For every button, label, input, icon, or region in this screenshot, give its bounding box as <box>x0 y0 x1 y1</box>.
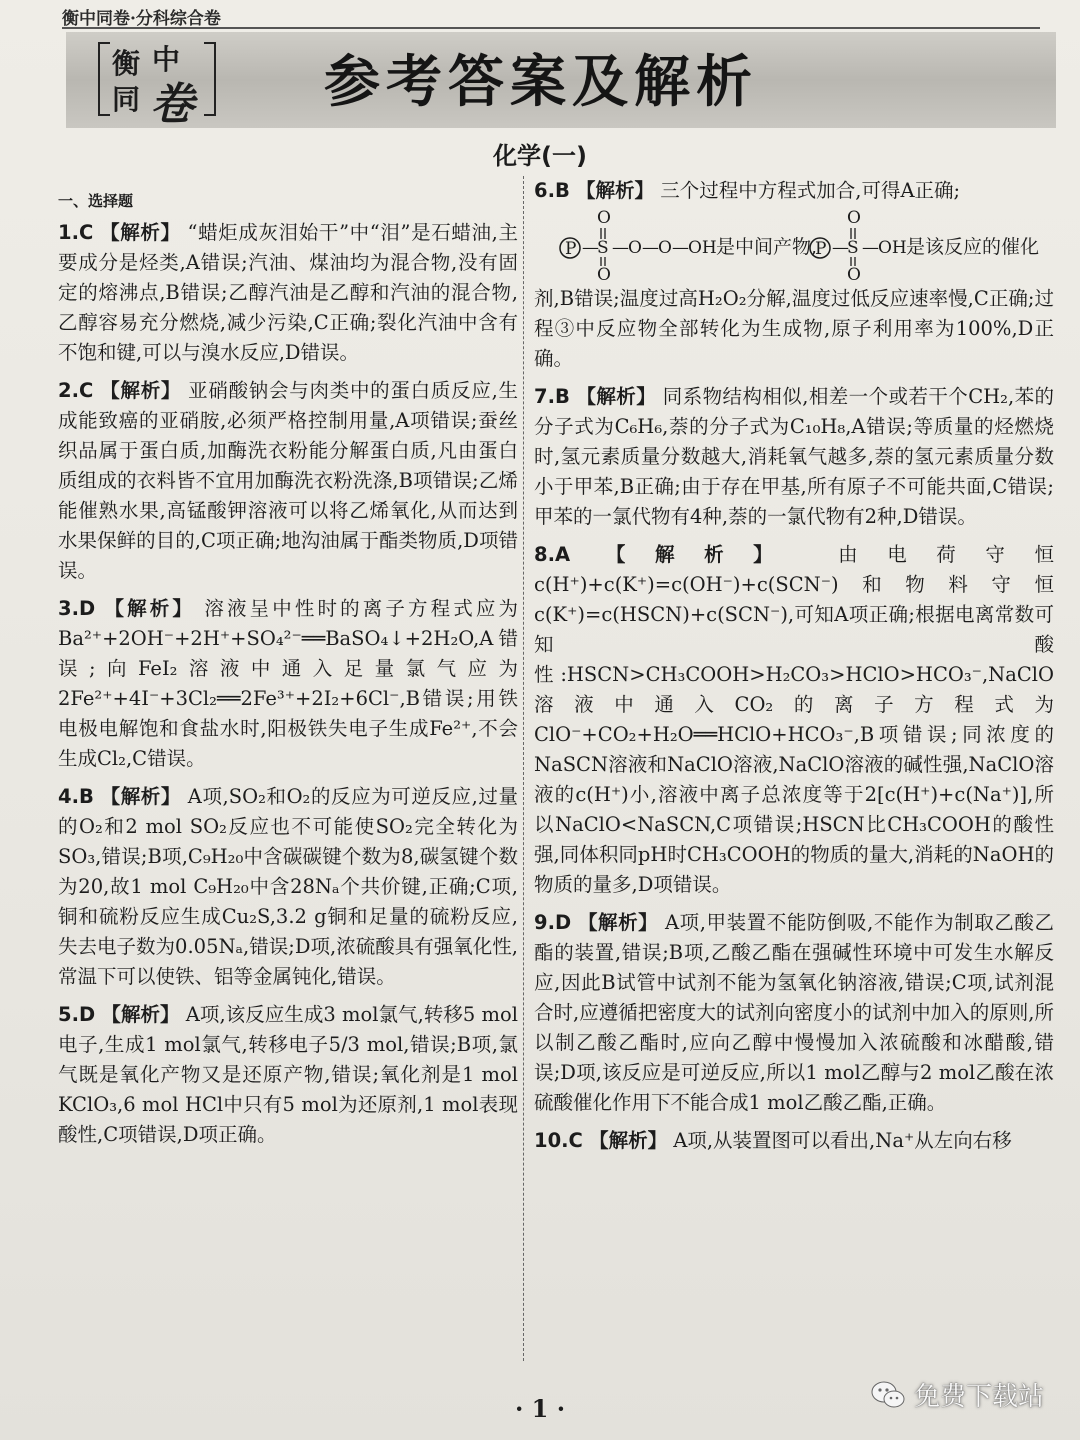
formula-label-dash: — <box>642 238 659 258</box>
answer-8 <box>534 540 1054 900</box>
column-divider <box>523 176 524 1361</box>
subject-title: 化学(一) <box>493 142 587 170</box>
formula-label-o-top: O <box>597 208 611 228</box>
formula-label-o: O <box>628 238 642 258</box>
formula-label-oh: OH <box>878 238 907 258</box>
answer-text: 亚硝酸钠会与肉类中的蛋白质反应,生成能致癌的亚硝胺,必须严格控制用量,A项错误;蚕丝织品属于蛋白质,加酶洗衣粉能分解蛋白质,凡由蛋白质组成的衣料皆不宜用加酶洗衣粉洗涤,B项错误;乙烯能催熟水果,高锰酸钾溶液可以将乙烯氧化,从而达到水果保鲜的目的,C项正确;地沟油属于酯类物质,D项错误。 <box>58 379 519 582</box>
analysis-tag: 【解析】 <box>577 911 659 934</box>
brand-logo <box>98 40 216 130</box>
logo-bracket-right <box>204 42 216 116</box>
wechat-icon <box>870 1380 906 1410</box>
answer-text: A项,甲装置不能防倒吸,不能作为制取乙酸乙酯的装置,错误;B项,乙酸乙酯在强碱性环境中可发生水解反应,因此B试管中试剂不能为氢氧化钠溶液,错误;C项,试剂混合时,应遵循把密度大的试剂向密度小的试剂中加入的原则,所以制乙酸乙酯时,应向乙醇中慢慢加入浓硫酸和冰醋酸,错误;D项,该反应是可逆反应,所以1 mol乙醇与2 mol乙酸在浓硫酸催化作用下不能合成1 mol乙酸乙酯,正确。 <box>534 911 1054 1114</box>
formula-label-dash: — <box>832 238 849 258</box>
logo-char-2: 中 <box>152 43 181 76</box>
formula-label-dash: — <box>582 238 599 258</box>
answer-7 <box>534 382 1054 532</box>
running-head: 衡中同卷·分科综合卷 <box>62 9 221 29</box>
formula-label-s: S <box>847 238 859 258</box>
formula-label-dash: — <box>862 238 879 258</box>
answer-text: 剂,B错误;温度过高H₂O₂分解,温度过低反应速率慢,C正确;过程③中反应物全部转化为生成物,原子利用率为100%,D正确。 <box>534 287 1054 370</box>
logo-char-1: 衡 <box>112 47 141 80</box>
answer-text: 同系物结构相似,相差一个或若干个CH₂,苯的分子式为C₆H₆,萘的分子式为C₁₀H₈,A错误;等质量的烃燃烧时,氢元素质量分数越大,消耗氧气越多,萘的氢元素质量分数小于甲苯,B正确;由于存在甲基,所有原子不可能共面,C错误;甲苯的一氯代物有4种,萘的一氯代物有2种,D错误。 <box>534 385 1054 528</box>
page-number: · 1 · <box>514 1394 566 1423</box>
section-title: 一、选择题 <box>58 192 134 210</box>
answer-text: A项,SO₂和O₂的反应为可逆反应,过量的O₂和2 mol SO₂反应也不可能使SO₂完全转化为SO₃,错误;B项,C₉H₂₀中含碳碳键个数为8,碳氢键个数为20,故1 mol C₉H₂₀中含28Nₐ个共价键,正确;C项,铜和硫粉反应生成Cu₂S,3.2 g铜和足量的硫粉反应,失去电子数为0.05Nₐ,错误;D项,浓硫酸具有强氧化性,常温下可以使铁、铝等金属钝化,错误。 <box>58 785 518 988</box>
answer-number: 6.B <box>534 179 570 202</box>
watermark-text: 免费下载站 <box>913 1382 1044 1412</box>
analysis-tag: 【解析】 <box>100 785 181 808</box>
answer-5 <box>58 1000 518 1150</box>
formula-label-oh: OH <box>688 238 717 258</box>
answer-number: 3.D <box>58 597 96 620</box>
answer-2 <box>58 376 518 586</box>
analysis-tag: 【解析】 <box>101 1003 180 1026</box>
formula-label-dash: — <box>612 238 629 258</box>
answer-number: 8.A <box>534 543 571 566</box>
answer-text: 由电荷守恒c(H⁺)+c(K⁺)=c(OH⁻)+c(SCN⁻)和物料守恒c(K⁺)=c(HSCN)+c(SCN⁻),可知A项正确;根据电离常数可知酸性:HSCN>CH₃COOH>H₂CO₃>HClO>HCO₃⁻,NaClO溶液中通入CO₂的离子方程式为ClO⁻+CO₂+H₂O══HClO+HCO₃⁻,B项错误;同浓度的NaSCN溶液和NaClO溶液,NaClO溶液的碱性强,NaClO溶液的c(H⁺)小,溶液中离子总浓度等于2[c(H⁺)+c(Na⁺)],所以NaClO<NaSCN,C项错误;HSCN比CH₃COOH的酸性强,同体积同pH时CH₃COOH的物质的量大,消耗的NaOH的物质的量多,D项错误。 <box>534 543 1055 896</box>
analysis-tag: 【解析】 <box>104 597 196 620</box>
formula-label-s: S <box>597 238 609 258</box>
watermark <box>870 1376 1044 1413</box>
right-column <box>534 176 1054 1164</box>
analysis-tag: 【解析】 <box>100 379 182 402</box>
logo-char-3: 同 <box>112 83 141 116</box>
answer-3 <box>58 594 518 774</box>
formula-caption-2: 是该反应的催化 <box>906 236 1040 258</box>
left-column <box>58 176 518 1158</box>
answer-number: 5.D <box>58 1003 96 1026</box>
answer-6 <box>534 176 1054 374</box>
answer-9 <box>534 908 1054 1118</box>
answer-number: 4.B <box>58 785 94 808</box>
banner-title: 参考答案及解析 <box>324 50 758 115</box>
formula-label-o-bottom: O <box>847 265 861 282</box>
answer-number: 1.C <box>58 221 94 244</box>
answer-text: A项,该反应生成3 mol氯气,转移5 mol电子,生成1 mol氯气,转移电子5/3 mol,错误;B项,氯气既是氧化产物又是还原产物,错误;氧化剂是1 mol KClO₃,6 mol HCl中只有5 mol为还原剂,1 mol表现酸性,C项错误,D项正确。 <box>58 1003 518 1146</box>
running-head-rule <box>62 27 1040 29</box>
logo-char-4: 卷 <box>150 79 194 130</box>
answer-number: 2.C <box>58 379 94 402</box>
answer-text: 三个过程中方程式加合,可得A正确; <box>660 179 961 202</box>
formula-label-o-bottom: O <box>597 265 611 282</box>
answer-1 <box>58 218 518 368</box>
formula-label-o-top: O <box>847 208 861 228</box>
analysis-tag: 【解析】 <box>589 1129 668 1152</box>
analysis-tag: 【解析】 <box>605 543 803 566</box>
analysis-tag: 【解析】 <box>576 385 657 408</box>
answer-text: 溶液呈中性时的离子方程式应为Ba²⁺+2OH⁻+2H⁺+SO₄²⁻══BaSO₄↓+2H₂O,A错误;向FeI₂溶液中通入足量氯气应为2Fe²⁺+4I⁻+3Cl₂══2Fe³⁺+2I₂+6Cl⁻,B错误;用铁电极电解饱和食盐水时,阳极铁失电子生成Fe²⁺,不会生成Cl₂,C错误。 <box>58 597 518 770</box>
sulfonic-structure-formulas <box>534 208 1044 282</box>
formula-label-p: P <box>815 239 827 259</box>
answer-4 <box>58 782 518 992</box>
formula-label-o: O <box>658 238 672 258</box>
analysis-tag: 【解析】 <box>100 221 181 244</box>
answer-10 <box>534 1126 1054 1156</box>
answer-number: 9.D <box>534 911 572 934</box>
answer-text: “蜡炬成灰泪始干”中“泪”是石蜡油,主要成分是烃类,A错误;汽油、煤油均为混合物,没有固定的熔沸点,B错误;乙醇汽油是乙醇和汽油的混合物,乙醇容易充分燃烧,减少污染,C正确;裂化汽油中含有不饱和键,可以与溴水反应,D错误。 <box>58 221 519 364</box>
formula-caption-1: 是中间产物, <box>716 236 818 258</box>
formula-label-p: P <box>565 239 577 259</box>
logo-bracket-left <box>98 42 110 116</box>
answer-text: A项,从装置图可以看出,Na⁺从左向右移 <box>673 1129 1012 1152</box>
formula-label-dash: — <box>672 238 689 258</box>
analysis-tag: 【解析】 <box>576 179 655 202</box>
answer-number: 7.B <box>534 385 570 408</box>
answer-number: 10.C <box>534 1129 583 1152</box>
